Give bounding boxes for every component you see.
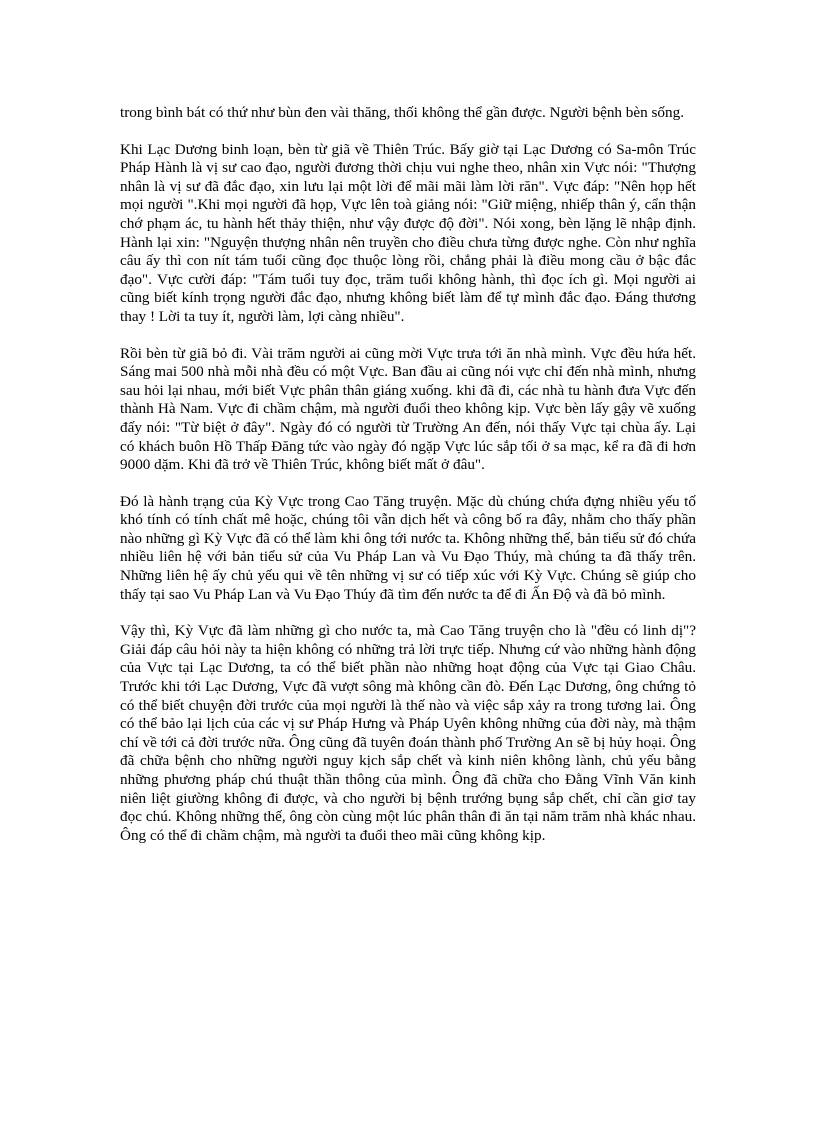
paragraph-5: Vậy thì, Kỳ Vực đã làm những gì cho nước ta, mà Cao Tăng truyện cho là "đều có linh dị"? Giải đáp câu hỏi này ta hiện không có những trả lời trực tiếp. Nhưng cứ vào những hành động của Vực tại Lạc Dương, ta có thể biết phần nào những hoạt động của Vực tại Giao Châu. Trước khi tới Lạc Dương, Vực đã vượt sông mà không cần đò. Đến Lạc Dương, ông chứng tỏ có thể biết chuyện đời trước của mọi người là thế nào và việc sắp xảy ra trong tương lai. Ông có thể bảo lại lịch của các vị sư Pháp Hưng và Pháp Uyên không những của đời này, mà thậm chí về tới cả đời trước nữa. Ông cũng đã tuyên đoán thành phố Trường An sẽ bị hủy hoại. Ông đã chữa bệnh cho những người nguy kịch sắp chết và kinh niên không lành, chủ yếu bằng những phương pháp chú thuật thần thông của mình. Ông đã chữa cho Đằng Vĩnh Văn kinh niên liệt giường không đi được, và cho người bị bệnh trướng bụng sắp chết, chỉ cần giơ tay đọc chú. Không những thế, ông còn cùng một lúc phân thân đi ăn tại năm trăm nhà khác nhau. Ông có thể đi chầm chậm, mà người ta đuổi theo mãi cũng không kịp. — [120, 622, 696, 844]
paragraph-1: trong bình bát có thứ như bùn đen vài thăng, thối không thể gần được. Người bệnh bèn sống. — [120, 104, 685, 121]
paragraph-2: Khi Lạc Dương binh loạn, bèn từ giã về Thiên Trúc. Bấy giờ tại Lạc Dương có Sa-môn Trúc Pháp Hành là vị sư cao đạo, người đương thời chịu vui nghe theo, nhân xin Vực nói: "Thượng nhân là vị sư đã đắc đạo, xin lưu lại một lời để mãi mãi làm lời răn". Vực đáp: "Nên họp hết mọi người ".Khi mọi người đã họp, Vực lên toà giảng nói: "Giữ miệng, nhiếp thân ý, cẩn thận chớ phạm ác, tu hành hết thảy thiện, như vậy được độ đời". Nói xong, bèn lặng lẽ nhập định. Hành lại xin: "Nguyện thượng nhân nên truyền cho điều chưa từng được nghe. Còn như nghĩa câu ấy thì con nít tám tuổi cũng đọc thuộc lòng rồi, chẳng phải là điều mong cầu ở bậc đắc đạo". Vực cười đáp: "Tám tuổi tuy đọc, trăm tuổi không hành, thì đọc ích gì. Mọi người ai cũng biết kính trọng người đắc đạo, nhưng không biết làm để tự mình đắc đạo. Đáng thương thay ! Lời ta tuy ít, người làm, lợi càng nhiều". — [120, 140, 696, 325]
document-page — [120, 104, 696, 863]
paragraph-3: Rồi bèn từ giã bỏ đi. Vài trăm người ai cũng mời Vực trưa tới ăn nhà mình. Vực đều hứa hết. Sáng mai 500 nhà mỗi nhà đều có một Vực. Ban đầu ai cũng nói vực chỉ đến nhà mình, nhưng sau hỏi lại nhau, mới biết Vực phân thân giáng xuống. khi đã đi, các nhà tu hành đưa Vực đến thành Hà Nam. Vực đi chầm chậm, mà người đuổi theo không kịp. Vực bèn lấy gậy vẽ xuống đấy nói: "Từ biệt ở đây". Ngày đó có người từ Trường An đến, nói thấy Vực tại chùa ấy. Lại có khách buôn Hồ Thấp Đăng tức vào ngày đó ngặp Vực lúc sắp tối ở sa mạc, kể ra đã đi hơn 9000 dặm. Khi đã trở về Thiên Trúc, không biết mất ở đâu". — [120, 344, 696, 474]
paragraph-4: Đó là hành trạng của Kỳ Vực trong Cao Tăng truyện. Mặc dù chúng chứa đựng nhiều yếu tố khó tính có tính chất mê hoặc, chúng tôi vẫn dịch hết và công bố ra đây, nhằm cho thấy phần nào những gì Kỳ Vực đã có thể làm khi ông tới nước ta. Không những thế, bản tiểu sử đó chứa nhiều liên hệ với bản tiểu sử của Vu Pháp Lan và Vu Đạo Thúy, mà chúng ta đã thấy trên. Những liên hệ ấy chủ yếu qui về tên những vị sư có tiếp xúc với Kỳ Vực. Chúng sẽ giúp cho thấy tại sao Vu Pháp Lan và Vu Đạo Thúy đã tìm đến nước ta để đi Ấn Độ và đã bỏ mình. — [120, 492, 696, 603]
